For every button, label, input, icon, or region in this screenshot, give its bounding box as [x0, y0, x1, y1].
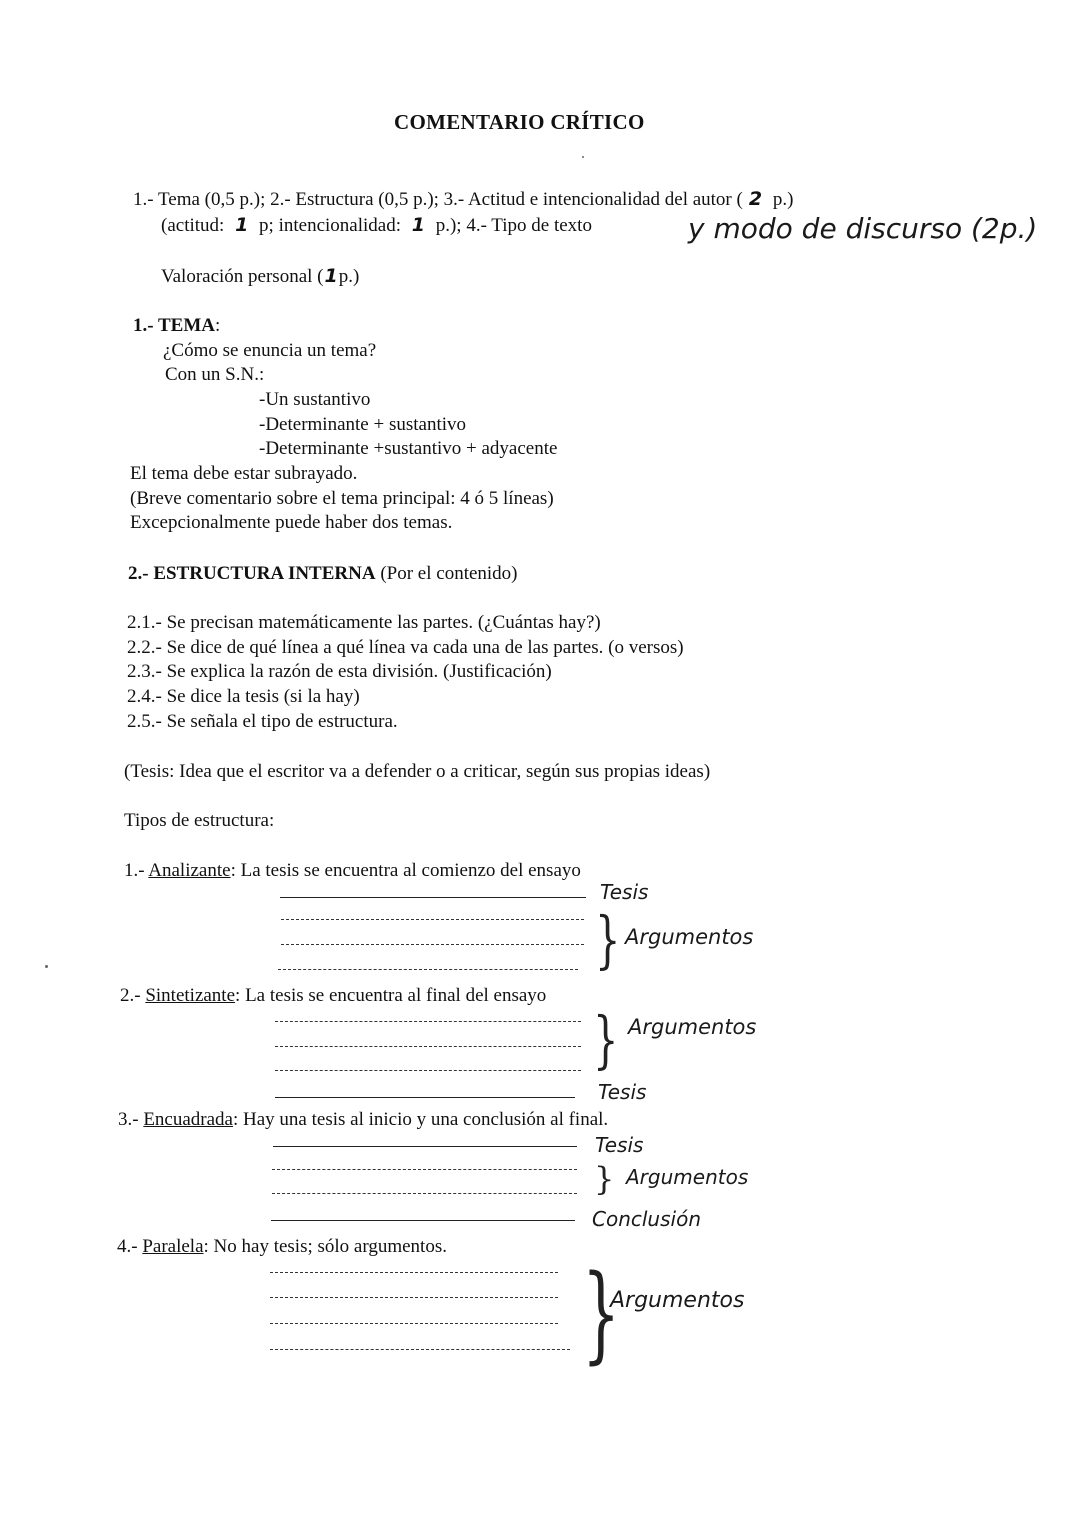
tipo-name: Sintetizante: [145, 985, 236, 1006]
tipo-sep: :: [235, 985, 246, 1006]
estructura-step: 2.2.- Se dice de qué línea a qué línea va cada una de las partes. (o versos): [127, 637, 684, 658]
tipo-analizante: [124, 859, 581, 883]
argument-line: [270, 1323, 558, 1324]
tipo-name: Analizante: [148, 860, 231, 881]
tema-note: (Breve comentario sobre el tema principal: 4 ó 5 líneas): [130, 488, 554, 509]
valoracion-end: p.): [338, 266, 360, 287]
criteria-line-1-end: p.): [768, 189, 794, 210]
tema-heading: [133, 314, 220, 338]
tema-option: -Determinante + sustantivo: [259, 414, 466, 435]
tema-option: -Determinante +sustantivo + adyacente: [259, 438, 558, 459]
tipo-name: Encuadrada: [143, 1109, 233, 1130]
estructura-step: 2.3.- Se explica la razón de esta división. (Justificación): [127, 661, 552, 682]
argument-line: [275, 1046, 581, 1047]
tipo-sep: :: [203, 1236, 214, 1257]
tipo-description: La tesis se encuentra al comienzo del ensayo: [240, 860, 581, 881]
argument-line: [275, 1021, 581, 1022]
modo-discurso-handwritten: y modo de discurso (2p.): [688, 212, 1038, 245]
analizante-argumentos-handwritten: Argumentos: [625, 925, 754, 949]
tesis-definition: (Tesis: Idea que el escritor va a defender o a criticar, según sus propias ideas): [124, 761, 711, 782]
tipo-name: Paralela: [142, 1236, 204, 1257]
estructura-step: 2.5.- Se señala el tipo de estructura.: [127, 711, 398, 732]
tipo-paralela: [117, 1235, 447, 1259]
brace-icon: }: [595, 905, 621, 977]
argument-line: [272, 1169, 577, 1170]
argument-line: [270, 1297, 558, 1298]
tipo-description: Hay una tesis al inicio y una conclusión al final.: [243, 1109, 609, 1130]
valoracion-score-handwritten: 1: [324, 265, 338, 287]
tema-note: El tema debe estar subrayado.: [130, 463, 358, 484]
argument-line: [281, 919, 584, 920]
estructura-heading-note: (Por el contenido): [375, 563, 518, 584]
brace-icon: }: [594, 1160, 615, 1198]
tesis-line: [275, 1097, 575, 1098]
sintetizante-argumentos-handwritten: Argumentos: [628, 1015, 757, 1039]
paralela-argumentos-handwritten: Argumentos: [610, 1288, 745, 1313]
tipo-sep: :: [230, 860, 241, 881]
criteria-line-2: [161, 213, 592, 238]
estructura-step: 2.4.- Se dice la tesis (si la hay): [127, 686, 360, 707]
encuadrada-tesis-handwritten: Tesis: [595, 1133, 644, 1157]
scan-speck: [582, 156, 584, 158]
intencionalidad-label: p; intencionalidad:: [254, 215, 406, 236]
autor-score-handwritten: 2: [748, 188, 763, 210]
estructura-heading: [128, 562, 518, 586]
tema-note: Excepcionalmente puede haber dos temas.: [130, 512, 453, 533]
tema-heading-text: 1.- TEMA: [133, 315, 215, 336]
page-title: COMENTARIO CRÍTICO: [394, 110, 645, 134]
argument-line: [275, 1070, 581, 1071]
brace-icon: }: [582, 1253, 621, 1376]
tipo-number: 3.-: [118, 1109, 144, 1130]
estructura-step: 2.1.- Se precisan matemáticamente las partes. (¿Cuántas hay?): [127, 612, 601, 633]
argument-line: [278, 969, 578, 970]
argument-line: [270, 1272, 558, 1273]
tipo-texto-label: p.); 4.- Tipo de texto: [430, 215, 592, 236]
tesis-line: [273, 1146, 577, 1147]
valoracion-label: Valoración personal (: [161, 266, 324, 287]
argument-line: [270, 1349, 570, 1350]
actitud-score-handwritten: 1: [235, 214, 249, 236]
tipo-number: 4.-: [117, 1236, 143, 1257]
scan-speck: [45, 965, 48, 968]
brace-icon: }: [593, 1005, 619, 1077]
actitud-label: (actitud:: [161, 215, 230, 236]
tipo-description: No hay tesis; sólo argumentos.: [213, 1236, 447, 1257]
argument-line: [272, 1193, 577, 1194]
encuadrada-conclusion-handwritten: Conclusión: [592, 1207, 701, 1231]
criteria-line-3: [161, 264, 359, 289]
tema-heading-colon: :: [214, 315, 221, 336]
encuadrada-argumentos-handwritten: Argumentos: [626, 1165, 749, 1189]
tipo-description: La tesis se encuentra al final del ensayo: [245, 985, 547, 1006]
conclusion-line: [271, 1220, 575, 1221]
criteria-line-1: [133, 187, 793, 212]
tema-answer: Con un S.N.:: [165, 364, 265, 385]
argument-line: [281, 944, 584, 945]
tesis-line: [280, 897, 586, 898]
tipo-encuadrada: [118, 1108, 608, 1132]
estructura-heading-text: 2.- ESTRUCTURA INTERNA: [128, 563, 376, 584]
criteria-line-1-text: 1.- Tema (0,5 p.); 2.- Estructura (0,5 p.); 3.- Actitud e intencionalidad del autor (: [133, 189, 743, 210]
tipos-label: Tipos de estructura:: [124, 810, 275, 831]
intencionalidad-score-handwritten: 1: [411, 214, 425, 236]
tipo-sintetizante: [120, 984, 546, 1008]
tema-option: -Un sustantivo: [259, 389, 371, 410]
analizante-tesis-handwritten: Tesis: [600, 880, 649, 904]
sintetizante-tesis-handwritten: Tesis: [598, 1080, 647, 1104]
tipo-sep: :: [233, 1109, 244, 1130]
tipo-number: 2.-: [120, 985, 146, 1006]
tema-question: ¿Cómo se enuncia un tema?: [163, 340, 377, 361]
tipo-number: 1.-: [124, 860, 149, 881]
